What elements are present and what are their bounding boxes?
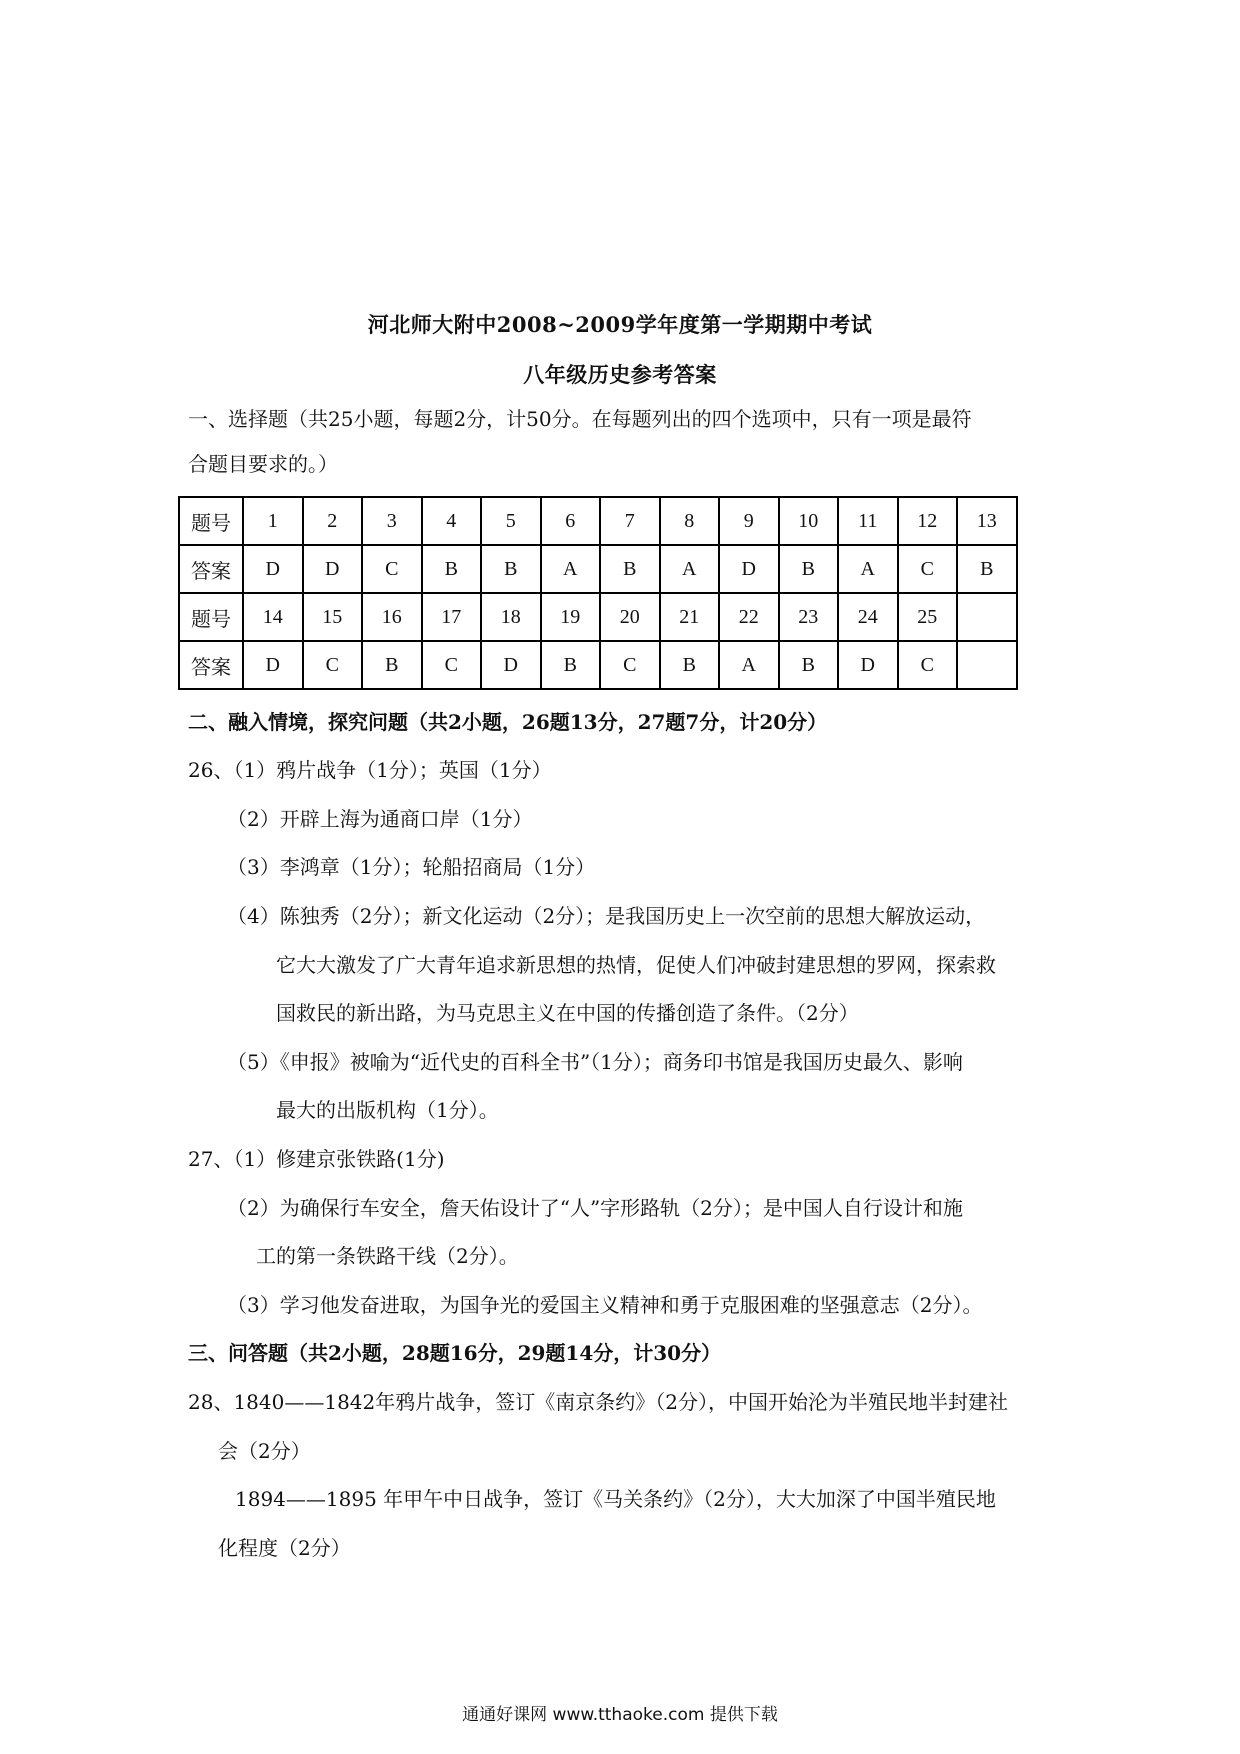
row-label-number: 题号 (179, 593, 243, 641)
q26-part5-cont: 最大的出版机构（1分）。 (276, 1098, 499, 1122)
question-number: 24 (838, 593, 898, 641)
q28-part1-cont: 会（2分） (218, 1439, 311, 1463)
answer-cell: C (303, 641, 363, 689)
q26-part3: （3）李鸿章（1分）；轮船招商局（1分） (227, 855, 596, 879)
q26-part2: （2）开辟上海为通商口岸（1分） (227, 807, 533, 831)
question-number: 23 (779, 593, 839, 641)
empty-cell (957, 641, 1017, 689)
question-number: 16 (362, 593, 422, 641)
question-number: 11 (838, 497, 898, 545)
q26-part4: （4）陈独秀（2分）；新文化运动（2分）；是我国历史上一次空前的思想大解放运动， (227, 904, 986, 928)
empty-cell (957, 593, 1017, 641)
q28-part2: 1894——1895 年甲午中日战争，签订《马关条约》（2分），大大加深了中国半殖民地 (235, 1487, 996, 1511)
q26-part5: （5）《申报》被喻为“近代史的百科全书”（1分）；商务印书馆是我国历史最久、影响 (227, 1050, 963, 1074)
question-number: 8 (660, 497, 720, 545)
row-label-answer: 答案 (179, 545, 243, 593)
answer-cell: D (481, 641, 541, 689)
q26-part1: 26、（1）鸦片战争（1分）；英国（1分） (188, 758, 552, 782)
q27-part2: （2）为确保行车安全，詹天佑设计了“人”字形路轨（2分）；是中国人自行设计和施 (227, 1196, 963, 1220)
q26-part4-cont: 国救民的新出路，为马克思主义在中国的传播创造了条件。（2分） (276, 1001, 859, 1025)
answer-cell: D (303, 545, 363, 593)
answer-cell: D (243, 641, 303, 689)
table-row (179, 593, 1017, 641)
question-number: 17 (422, 593, 482, 641)
document-subtitle: 八年级历史参考答案 (523, 362, 717, 387)
footer-source: 通通好课网 www.tthaoke.com 提供下载 (462, 1705, 778, 1725)
answer-cell: D (838, 641, 898, 689)
q26-part4-cont: 它大大激发了广大青年追求新思想的热情，促使人们冲破封建思想的罗网，探索救 (276, 953, 996, 977)
document-title: 河北师大附中2008~2009学年度第一学期期中考试 (367, 312, 873, 337)
question-number: 22 (719, 593, 779, 641)
question-number: 12 (898, 497, 958, 545)
row-label-number: 题号 (179, 497, 243, 545)
answer-cell: B (362, 641, 422, 689)
answer-cell: A (838, 545, 898, 593)
q28-part2-cont: 化程度（2分） (218, 1536, 351, 1560)
q27-part2-cont: 工的第一条铁路干线（2分）。 (256, 1244, 519, 1268)
question-number: 4 (422, 497, 482, 545)
question-number: 20 (600, 593, 660, 641)
question-number: 6 (541, 497, 601, 545)
answer-cell: C (898, 545, 958, 593)
q27-part1: 27、（1）修建京张铁路(1分) (188, 1147, 445, 1171)
question-number: 14 (243, 593, 303, 641)
answer-cell: B (422, 545, 482, 593)
answer-cell: A (541, 545, 601, 593)
answer-cell: B (660, 641, 720, 689)
answer-cell: D (243, 545, 303, 593)
answer-cell: C (422, 641, 482, 689)
question-number: 5 (481, 497, 541, 545)
section1-heading-cont: 合题目要求的。） (188, 452, 338, 476)
answer-cell: A (660, 545, 720, 593)
question-number: 10 (779, 497, 839, 545)
table-row (179, 545, 1017, 593)
question-number: 7 (600, 497, 660, 545)
q27-part3: （3）学习他发奋进取，为国争光的爱国主义精神和勇于克服困难的坚强意志（2分）。 (227, 1293, 983, 1317)
row-label-answer: 答案 (179, 641, 243, 689)
question-number: 19 (541, 593, 601, 641)
answer-cell: C (898, 641, 958, 689)
table-row (179, 641, 1017, 689)
question-number: 18 (481, 593, 541, 641)
answer-cell: B (600, 545, 660, 593)
answer-cell: B (779, 545, 839, 593)
section2-heading: 二、融入情境，探究问题（共2小题，26题13分，27题7分，计20分） (188, 710, 828, 734)
answer-cell: A (719, 641, 779, 689)
answer-cell: C (362, 545, 422, 593)
q28-part1: 28、1840——1842年鸦片战争，签订《南京条约》（2分），中国开始沦为半殖民地半封建社 (188, 1390, 1008, 1414)
section1-heading: 一、选择题（共25小题，每题2分，计50分。在每题列出的四个选项中，只有一项是最符 (188, 407, 972, 431)
question-number: 2 (303, 497, 363, 545)
question-number: 3 (362, 497, 422, 545)
answer-cell: B (779, 641, 839, 689)
question-number: 21 (660, 593, 720, 641)
answer-cell: B (481, 545, 541, 593)
question-number: 15 (303, 593, 363, 641)
question-number: 9 (719, 497, 779, 545)
question-number: 1 (243, 497, 303, 545)
question-number: 25 (898, 593, 958, 641)
answer-cell: C (600, 641, 660, 689)
answer-cell: B (957, 545, 1017, 593)
section3-heading: 三、问答题（共2小题，28题16分，29题14分，计30分） (188, 1341, 722, 1365)
answer-cell: B (541, 641, 601, 689)
answer-table (178, 496, 1018, 690)
table-row (179, 497, 1017, 545)
question-number: 13 (957, 497, 1017, 545)
answer-cell: D (719, 545, 779, 593)
